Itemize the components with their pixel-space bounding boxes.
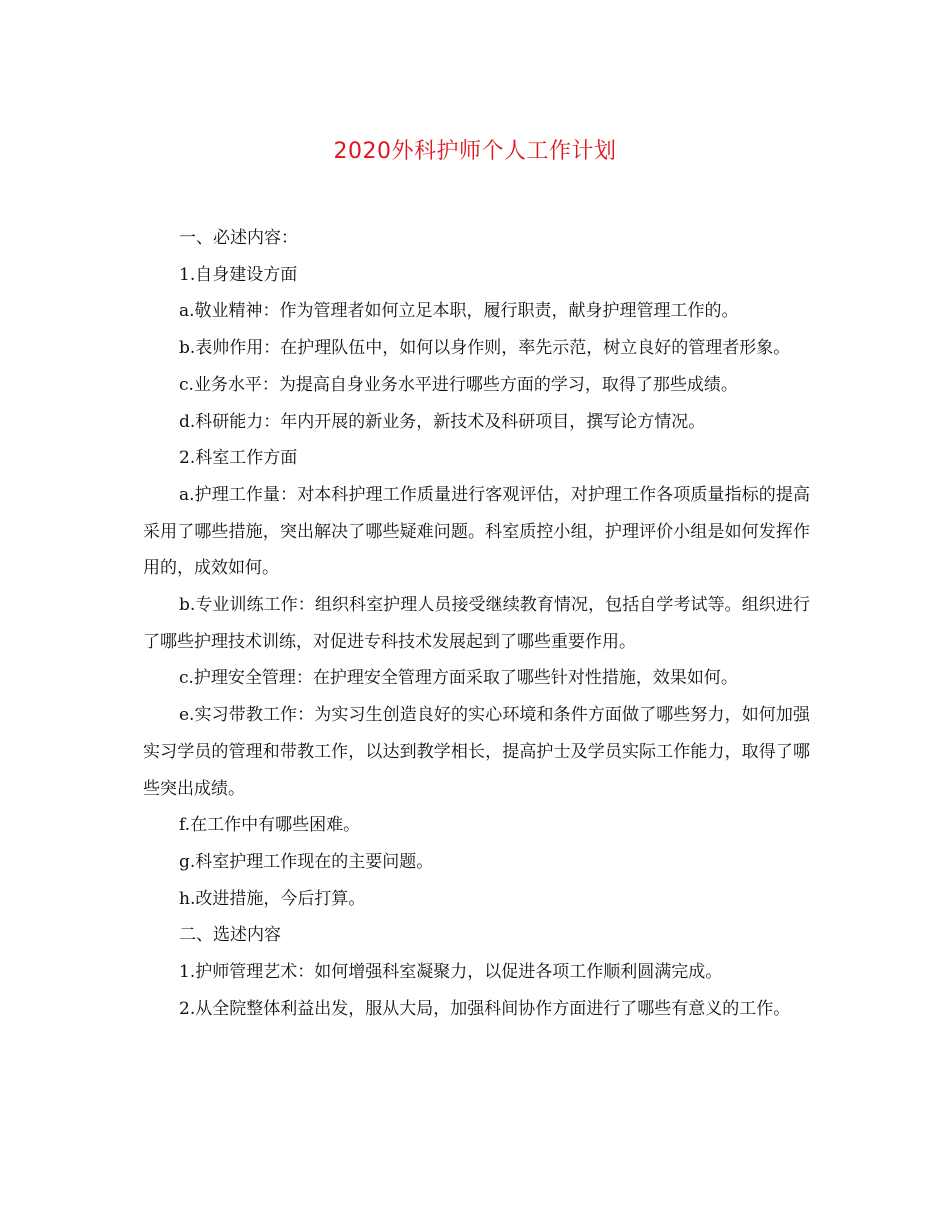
paragraph-nursing-workload: a.护理工作量：对本科护理工作质量进行客观评估，对护理工作各项质量指标的提高采用了哪些措施，突出解决了哪些疑难问题。科室质控小组，护理评价小组是如何发挥作用的，成效如何。: [143, 484, 810, 579]
paragraph-difficulties: f.在工作中有哪些困难。: [179, 815, 361, 836]
paragraph-main-problems: g.科室护理工作现在的主要问题。: [179, 851, 434, 872]
paragraph-professional-training: b.专业训练工作：组织科室护理人员接受继续教育情况，包括自学考试等。组织进行了哪些护理技术训练，对促进专科技术发展起到了哪些重要作用。: [143, 595, 810, 652]
paragraph-research-ability: d.科研能力：年内开展的新业务，新技术及科研项目，撰写论方情况。: [179, 411, 706, 432]
document-title: 2020外科护师个人工作计划: [333, 139, 617, 164]
paragraph-cooperation: 2.从全院整体利益出发，服从大局，加强科间协作方面进行了哪些有意义的工作。: [179, 998, 791, 1019]
document-body: [143, 220, 810, 1027]
paragraph-safety-management: c.护理安全管理：在护理安全管理方面采取了哪些针对性措施，效果如何。: [179, 668, 738, 689]
section-heading-required: 一、必述内容：: [179, 228, 298, 248]
paragraph-professional-level: c.业务水平：为提高自身业务水平进行哪些方面的学习，取得了那些成绩。: [179, 374, 738, 395]
paragraph-leadership-example: b.表帅作用：在护理队伍中，如何以身作则，率先示范，树立良好的管理者形象。: [179, 338, 791, 359]
paragraph-improvement: h.改进措施，今后打算。: [179, 888, 366, 909]
paragraph-intern-teaching: e.实习带教工作：为实习生创造良好的实心环境和条件方面做了哪些努力，如何加强实习学员的管理和带教工作，以达到教学相长，提高护士及学员实际工作能力，取得了哪些突出成绩。: [143, 705, 810, 799]
subsection-heading-self-development: 1.自身建设方面: [179, 264, 298, 285]
paragraph-dedication: a.敬业精神：作为管理者如何立足本职，履行职责，献身护理管理工作的。: [179, 301, 739, 322]
subsection-heading-department-work: 2.科室工作方面: [179, 448, 298, 469]
section-heading-optional: 二、选述内容: [179, 925, 281, 946]
paragraph-management-art: 1.护师管理艺术：如何增强科室凝聚力，以促进各项工作顺利圆满完成。: [179, 962, 723, 983]
